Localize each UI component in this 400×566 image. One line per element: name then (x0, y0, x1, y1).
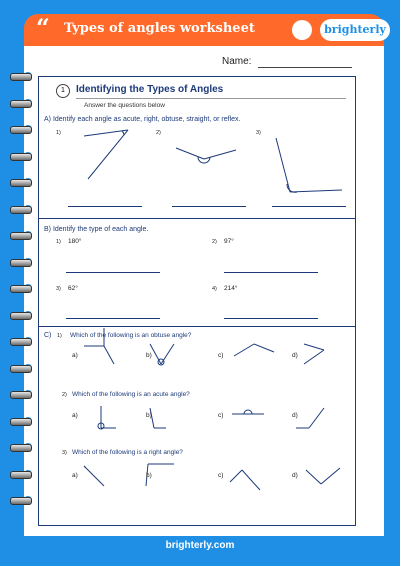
spiral-ring-icon (10, 309, 36, 321)
question-number: 2) (62, 392, 67, 398)
angle-value: 62° (68, 285, 78, 292)
worksheet-header (24, 14, 384, 46)
spiral-ring-icon (10, 176, 36, 188)
option-label[interactable]: b) (146, 352, 152, 359)
part-b-instruction: B) Identify the type of each angle. (44, 226, 149, 233)
answer-line[interactable] (224, 272, 318, 273)
spiral-ring-icon (10, 494, 36, 506)
angle-value: 214° (224, 285, 238, 292)
angle-value: 180° (68, 238, 82, 245)
section-title: Identifying the Types of Angles (76, 84, 224, 95)
section-subtitle: Answer the questions below (84, 102, 165, 109)
spiral-ring-icon (10, 415, 36, 427)
part-b-item-number: 2) (212, 239, 217, 245)
section-divider (38, 326, 356, 327)
spiral-ring-icon (10, 282, 36, 294)
spiral-ring-icon (10, 468, 36, 480)
option-label[interactable]: d) (292, 472, 298, 479)
part-a-instruction: A) Identify each angle as acute, right, obtuse, straight, or reflex. (44, 116, 241, 123)
part-b-item-number: 1) (56, 239, 61, 245)
answer-line[interactable] (68, 206, 142, 207)
part-a-item-number: 1) (56, 130, 61, 136)
question-number: 3) (62, 450, 67, 456)
spiral-ring-icon (10, 70, 36, 82)
angle-value: 97° (224, 238, 234, 245)
answer-line[interactable] (172, 206, 246, 207)
spiral-ring-icon (10, 388, 36, 400)
option-label[interactable]: d) (292, 412, 298, 419)
option-label[interactable]: c) (218, 412, 224, 419)
spiral-ring-icon (10, 97, 36, 109)
option-label[interactable]: a) (72, 472, 78, 479)
part-c-label: C) (44, 332, 52, 339)
option-label[interactable]: d) (292, 352, 298, 359)
brand-logo: brighterly (320, 19, 390, 41)
question-number: 1) (57, 333, 62, 339)
name-label: Name: (222, 56, 252, 67)
circle-decoration-icon (292, 20, 312, 40)
option-label[interactable]: b) (146, 472, 152, 479)
spiral-ring-icon (10, 441, 36, 453)
spiral-ring-icon (10, 229, 36, 241)
option-label[interactable]: c) (218, 352, 224, 359)
question-text: Which of the following is an acute angle? (72, 391, 190, 398)
option-label[interactable]: a) (72, 352, 78, 359)
angle-diagram-icon (24, 46, 384, 536)
option-label[interactable]: a) (72, 412, 78, 419)
option-label[interactable]: b) (146, 412, 152, 419)
answer-line[interactable] (272, 206, 346, 207)
option-label[interactable]: c) (218, 472, 224, 479)
part-b-item-number: 4) (212, 286, 217, 292)
spiral-ring-icon (10, 150, 36, 162)
spiral-ring-icon (10, 203, 36, 215)
section-number: 1 (56, 84, 70, 98)
answer-line[interactable] (66, 318, 160, 319)
quote-icon: “ (36, 13, 50, 42)
spiral-ring-icon (10, 123, 36, 135)
part-a-item-number: 2) (156, 130, 161, 136)
footer-brand: brighterly.com (165, 540, 235, 551)
spiral-ring-icon (10, 335, 36, 347)
part-a-item-number: 3) (256, 130, 261, 136)
spiral-ring-icon (10, 256, 36, 268)
spiral-ring-icon (10, 362, 36, 374)
section-divider (38, 218, 356, 219)
question-text: Which of the following is a right angle? (72, 449, 183, 456)
part-b-item-number: 3) (56, 286, 61, 292)
worksheet-paper (24, 46, 384, 536)
answer-line[interactable] (66, 272, 160, 273)
page-title: Types of angles worksheet (64, 21, 255, 36)
question-text: Which of the following is an obtuse angle? (70, 332, 192, 339)
answer-line[interactable] (224, 318, 318, 319)
